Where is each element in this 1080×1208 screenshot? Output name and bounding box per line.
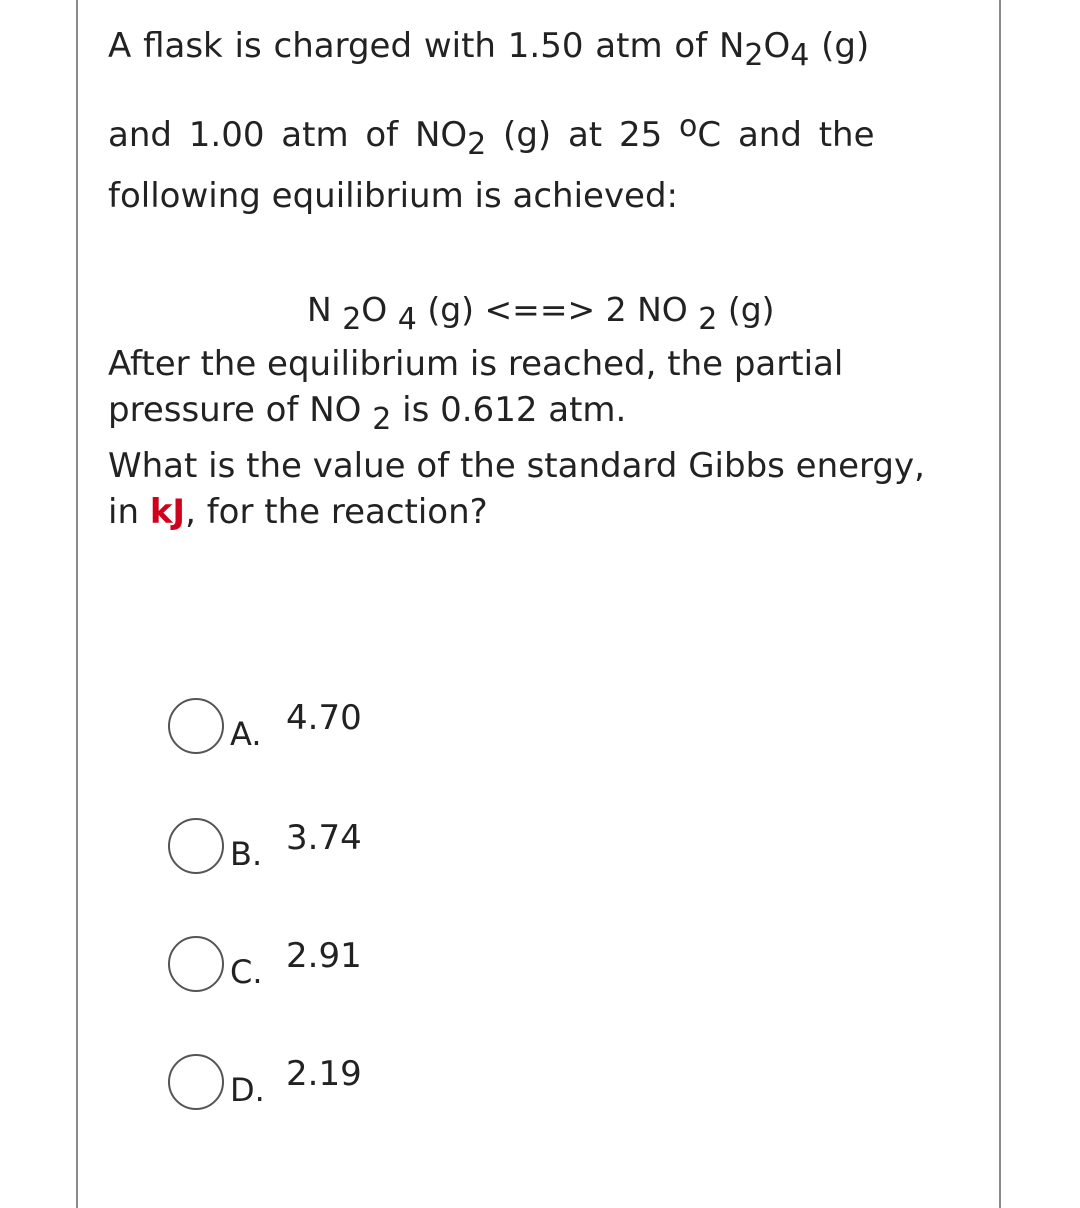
equation-text: (g) <==> 2 NO bbox=[416, 290, 699, 329]
option-letter: C. bbox=[230, 953, 263, 991]
question-text: O bbox=[763, 26, 791, 66]
equation-text: N bbox=[307, 290, 343, 329]
question-line-2 bbox=[108, 107, 875, 165]
question-line-3: following equilibrium is achieved: bbox=[108, 176, 679, 216]
subscript: 2 bbox=[744, 38, 764, 73]
superscript: o bbox=[679, 109, 698, 144]
equation-text: (g) bbox=[717, 290, 775, 329]
option-a[interactable] bbox=[168, 698, 468, 758]
body-line-4 bbox=[108, 492, 488, 532]
body-line-3: What is the value of the standard Gibbs energy, bbox=[108, 446, 925, 486]
subscript: 2 bbox=[698, 302, 718, 337]
option-letter: A. bbox=[230, 715, 262, 753]
question-text: A flask is charged with 1.50 atm of N bbox=[108, 26, 745, 66]
body-line-1: After the equilibrium is reached, the partial bbox=[108, 344, 844, 384]
question-line-1 bbox=[108, 26, 869, 76]
subscript: 2 bbox=[467, 127, 487, 162]
option-value: 2.91 bbox=[286, 936, 362, 976]
question-text: (g) bbox=[809, 26, 870, 66]
body-text: pressure of NO bbox=[108, 390, 373, 430]
body-text: is 0.612 atm. bbox=[391, 390, 627, 430]
subscript: 2 bbox=[372, 402, 392, 437]
radio-button-d[interactable] bbox=[168, 1054, 224, 1110]
option-value: 3.74 bbox=[286, 818, 362, 858]
question-text: and 1.00 atm of NO bbox=[108, 115, 468, 155]
body-text: in bbox=[108, 492, 150, 532]
body-text: , for the reaction? bbox=[185, 492, 488, 532]
option-d[interactable] bbox=[168, 1054, 468, 1114]
question-text: (g) at 25 bbox=[486, 115, 680, 155]
subscript: 2 bbox=[342, 302, 362, 337]
subscript: 4 bbox=[397, 302, 417, 337]
option-c[interactable] bbox=[168, 936, 468, 996]
radio-button-b[interactable] bbox=[168, 818, 224, 874]
radio-button-a[interactable] bbox=[168, 698, 224, 754]
unit-highlight: kJ bbox=[149, 492, 186, 532]
option-letter: D. bbox=[230, 1071, 265, 1109]
body-line-2 bbox=[108, 390, 627, 437]
radio-button-c[interactable] bbox=[168, 936, 224, 992]
option-value: 4.70 bbox=[286, 698, 362, 738]
reaction-equation bbox=[307, 290, 775, 337]
equation-text: O bbox=[361, 290, 398, 329]
option-b[interactable] bbox=[168, 818, 468, 878]
question-text: C and the bbox=[697, 115, 875, 155]
option-letter: B. bbox=[230, 835, 263, 873]
subscript: 4 bbox=[790, 38, 810, 73]
option-value: 2.19 bbox=[286, 1054, 362, 1094]
